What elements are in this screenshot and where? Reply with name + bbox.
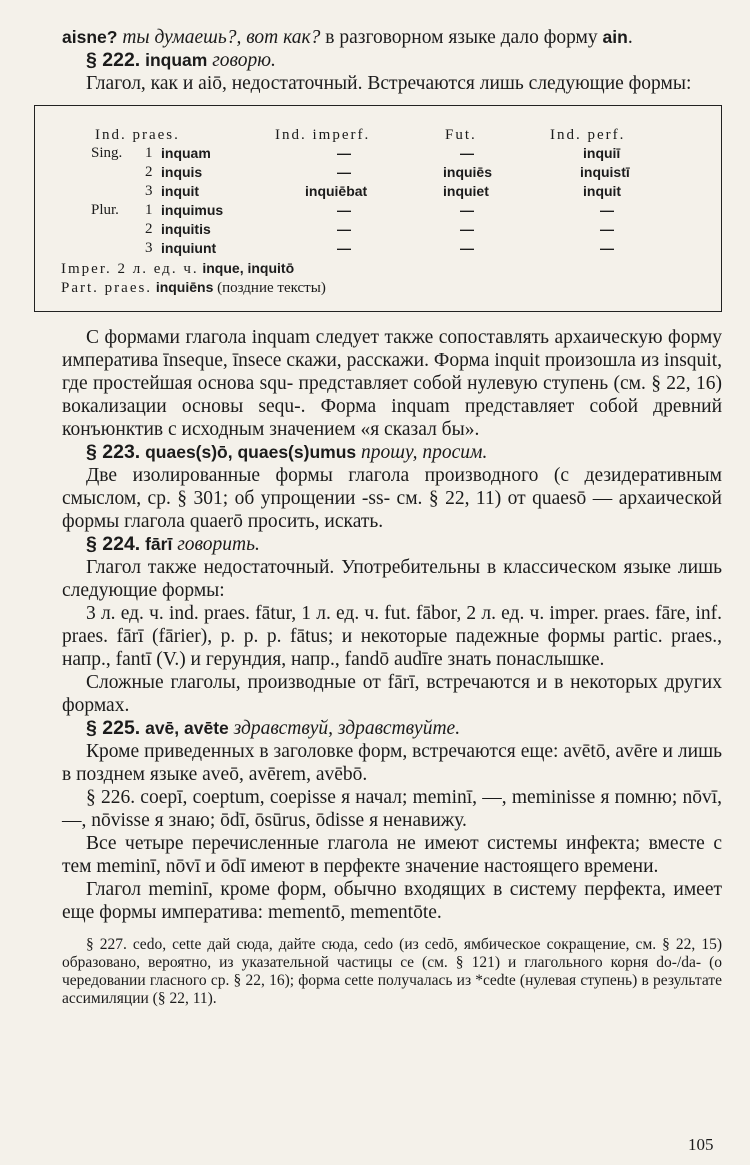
section-222-heading: § 222. inquam говорю. bbox=[86, 49, 276, 71]
praes-form: inquitis bbox=[161, 221, 211, 237]
section-223-heading: § 223. quaes(s)ō, quaes(s)umus прошу, просим. bbox=[86, 441, 488, 463]
row-label-sing: Sing. bbox=[91, 145, 123, 161]
perf-form: inquistī bbox=[580, 164, 630, 180]
paragraph-fari-forms: 3 л. ед. ч. ind. praes. fātur, 1 л. ед. ч. fut. fābor, 2 л. ед. ч. imper. praes. fāre, inf. praes. fārī (fārier), p. p. p. fātus; и некоторые падежные формы partic. praes., напр., fantī (V.) и герундия, напр., fandō audīre знать понаслышке. bbox=[62, 603, 722, 670]
section-227-text: § 227. cedo, cette дай сюда, дайте сюда, cedo (из cedō, ямбическое сокращение, см. § 22, 15) образовано, вероятно, из указательной частицы ce (см. § 121) и глагольного корня do-/da- (о чередовании гласного ср. § 22, 16); форма cette получалась из *cedte (нулевая ступень) в результате ассимиляции (§ 22, 11). bbox=[62, 936, 722, 1007]
imperf-form: — bbox=[337, 164, 351, 180]
imperf-form: — bbox=[337, 221, 351, 237]
paragraph-memini: Глагол meminī, кроме форм, обычно входящих в систему перфекта, имеет еще формы императива: mementō, mementōte. bbox=[62, 879, 722, 923]
imperf-form: — bbox=[337, 145, 351, 161]
person-number: 1 bbox=[145, 145, 153, 161]
paragraph-inquam-intro: Глагол, как и aiō, недостаточный. Встречаются лишь следующие формы: bbox=[86, 73, 692, 94]
imperf-form: — bbox=[337, 240, 351, 256]
person-number: 1 bbox=[145, 202, 153, 218]
person-number: 2 bbox=[145, 164, 153, 180]
paragraph-fari-intro: Глагол также недостаточный. Употребительны в классическом языке лишь следующие формы: bbox=[62, 557, 722, 601]
perf-form: inquit bbox=[583, 183, 622, 199]
footnote-227 bbox=[62, 936, 722, 1008]
section-225-heading: § 225. avē, avēte здравствуй, здравствуйте. bbox=[86, 717, 461, 739]
perf-form: — bbox=[600, 202, 614, 218]
praes-form: inquis bbox=[161, 164, 203, 180]
section-224-heading: § 224. fārī говорить. bbox=[86, 533, 260, 555]
fut-form: — bbox=[460, 145, 474, 161]
fut-form: — bbox=[460, 202, 474, 218]
paragraph-quaeso: Две изолированные формы глагола производного (с дезидеративным смыслом, ср. § 301; об упрощении -ss- см. § 22, 11) от quaesō — архаической формы глагола quaerō просить, искать. bbox=[62, 465, 722, 532]
perf-form: — bbox=[600, 240, 614, 256]
row-label-plur: Plur. bbox=[91, 202, 119, 218]
paragraph-fari-compounds: Сложные глаголы, производные от fārī, встречаются и в некоторых других формах. bbox=[62, 672, 722, 716]
person-number: 3 bbox=[145, 240, 153, 256]
fut-form: — bbox=[460, 221, 474, 237]
paragraph-inquam-forms: С формами глагола inquam следует также сопоставлять архаическую форму императива īnseque, īnsece скажи, расскажи. Форма inquit произошла из insquit, где простейшая основа squ- представляет собой нулевую ступень (см. § 22, 16) вокализации основы sequ-. Форма inquam представляет собой древний конъюнктив с исходным значением «я сказал бы». bbox=[62, 327, 722, 440]
section-226-heading: § 226. coepī, coeptum, coepisse я начал; meminī, —, meminisse я помню; nōvī, —, nōvisse я знаю; ōdī, ōsūrus, ōdisse я ненавижу. bbox=[62, 787, 722, 831]
inquam-forms-table bbox=[34, 105, 722, 312]
page-number: 105 bbox=[688, 1135, 714, 1154]
col-header-fut: Fut. bbox=[445, 127, 477, 143]
part-row: Part. praes. inquiēns (поздние тексты) bbox=[61, 279, 326, 296]
perf-form: — bbox=[600, 221, 614, 237]
page-body bbox=[62, 26, 722, 1008]
col-header-praes: Ind. praes. bbox=[95, 127, 180, 143]
praes-form: inquit bbox=[161, 183, 200, 199]
paragraph-ave: Кроме приведенных в заголовке форм, встречаются еще: avētō, avēre и лишь в позднем языке aveō, avērem, avēbō. bbox=[62, 741, 722, 785]
fut-form: inquiet bbox=[443, 183, 489, 199]
person-number: 2 bbox=[145, 221, 153, 237]
paragraph-perfect-verbs: Все четыре перечисленные глагола не имеют системы инфекта; вместе с тем meminī, nōvī и ōdī имеют в перфекте значение настоящего времени. bbox=[62, 833, 722, 877]
fut-form: — bbox=[460, 240, 474, 256]
col-header-perf: Ind. perf. bbox=[550, 127, 626, 143]
praes-form: inquimus bbox=[161, 202, 224, 218]
imperf-form: inquiēbat bbox=[305, 183, 368, 199]
perf-form: inquiī bbox=[583, 145, 621, 161]
person-number: 3 bbox=[145, 183, 153, 199]
imperf-form: — bbox=[337, 202, 351, 218]
imper-row: Imper. 2 л. ед. ч. inque, inquitō bbox=[61, 260, 295, 277]
col-header-imperf: Ind. imperf. bbox=[275, 127, 371, 143]
praes-form: inquiunt bbox=[161, 240, 217, 256]
fut-form: inquiēs bbox=[443, 164, 493, 180]
praes-form: inquam bbox=[161, 145, 211, 161]
paragraph-aisne: aisne? ты думаешь?, вот как? в разговорном языке дало форму ain. bbox=[62, 27, 633, 48]
